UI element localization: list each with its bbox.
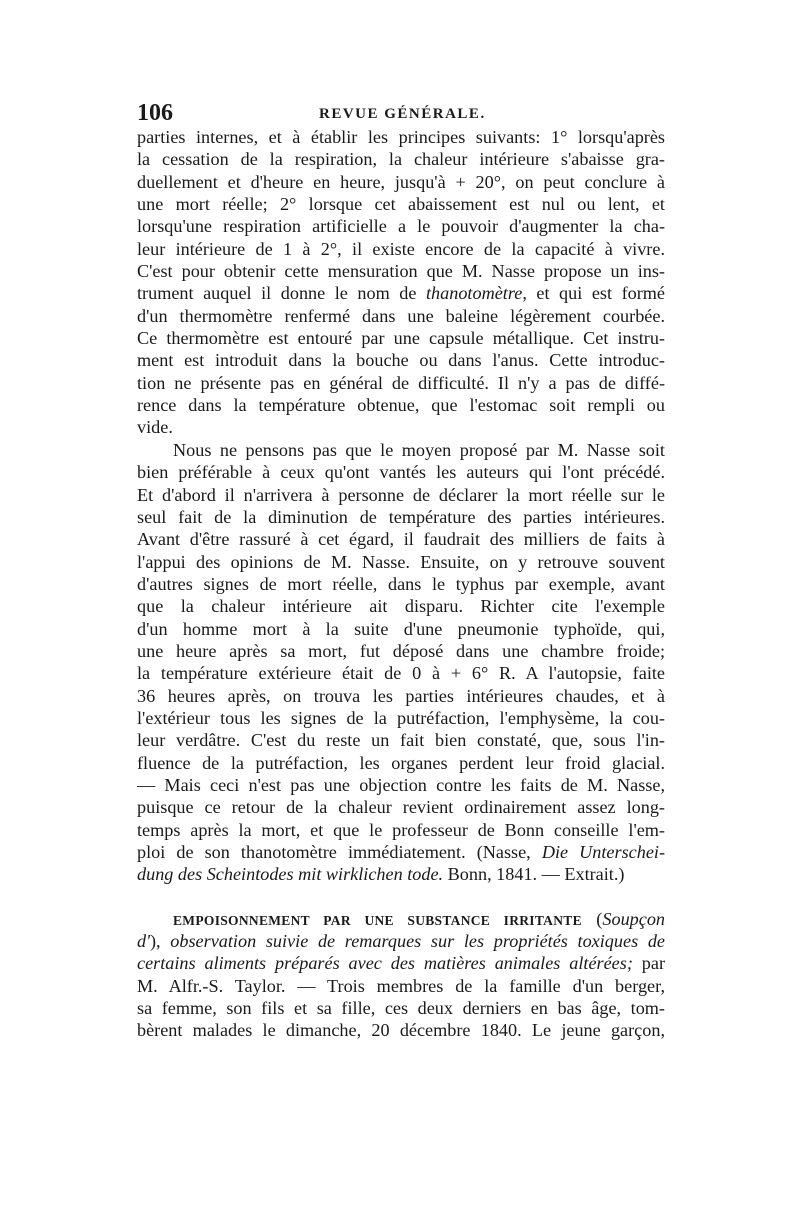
text-line: l'appui des opinions de M. Nasse. Ensuite, on y retrouve souvent (137, 551, 665, 572)
text-fragment: ploi de son thanotomètre immédiatement. (Nasse, (137, 842, 542, 862)
text-line: bèrent malades le dimanche, 20 décembre 1840. Le jeune garçon, (137, 1020, 665, 1041)
text-line: bien préférable à ceux qu'ont vantés les auteurs qui l'ont précédé. (137, 462, 665, 483)
text-line: Ce thermomètre est entouré par une capsule métallique. Cet instru- (137, 328, 665, 349)
article-title: EMPOISONNEMENT PAR UNE SUBSTANCE IRRITANTE (173, 912, 582, 928)
text-line (137, 930, 665, 952)
italic-text: d' (137, 931, 150, 952)
text-line: ment est introduit dans la bouche ou dans l'anus. Cette introduc- (137, 350, 665, 371)
text-line: lorsqu'une respiration artificielle a le pouvoir d'augmenter la cha- (137, 216, 665, 237)
text-line (137, 952, 665, 974)
italic-text: certains aliments préparés avec des matières animales altérées; (137, 953, 633, 974)
italic-text: Soupçon (602, 908, 665, 929)
text-line (137, 282, 665, 304)
text-fragment: ( (581, 908, 603, 929)
text-fragment: trument auquel il donne le nom de (137, 283, 426, 304)
text-line: Avant d'être rassuré à cet égard, il faudrait des milliers de faits à (137, 529, 665, 550)
text-line: Et d'abord il n'arrivera à personne de déclarer la mort réelle sur le (137, 484, 665, 505)
running-title: REVUE GÉNÉRALE. (319, 106, 486, 122)
text-line: d'autres signes de mort réelle, dans le typhus par exemple, avant (137, 573, 665, 594)
text-line: rence dans la température obtenue, que l'estomac soit rempli ou (137, 395, 665, 416)
italic-citation: dung des Scheintodes mit wirklichen tode. (137, 864, 444, 885)
text-line: une heure après sa mort, fut déposé dans une chambre froide; (137, 640, 665, 661)
text-line: temps après la mort, et que le professeur de Bonn conseille l'em- (137, 819, 665, 840)
italic-term: thanotomètre (426, 283, 523, 304)
page-number: 106 (137, 100, 173, 126)
text-line: que la chaleur intérieure ait disparu. Richter cite l'exemple (137, 596, 665, 617)
text-line: tion ne présente pas en général de difficulté. Il n'y a pas de diffé- (137, 372, 665, 393)
italic-text: observation suivie de remarques sur les propriétés toxiques de (170, 931, 665, 952)
text-line: fluence de la putréfaction, les organes perdent leur froid glacial. (137, 752, 665, 773)
text-fragment: , et qui est formé (522, 283, 665, 304)
text-fragment: ), (149, 931, 171, 952)
text-line: — Mais ceci n'est pas une objection contre les faits de M. Nasse, (137, 774, 665, 795)
text-line: M. Alfr.-S. Taylor. — Trois membres de la famille d'un berger, (137, 975, 665, 996)
text-line: 36 heures après, on trouva les parties intérieures chaudes, et à (137, 685, 665, 706)
text-line: leur verdâtre. C'est du reste un fait bien constaté, que, sous l'in- (137, 730, 665, 751)
body-text (137, 126, 665, 1042)
text-fragment: par (632, 953, 665, 974)
text-line: parties internes, et à établir les principes suivants: 1° lorsqu'après (137, 127, 665, 147)
text-line: seul fait de la diminution de température des parties intérieures. (137, 506, 665, 527)
text-line: une mort réelle; 2° lorsque cet abaissement est nul ou lent, et (137, 194, 665, 215)
text-line: la température extérieure était de 0 à + 6° R. A l'autopsie, faite (137, 663, 665, 684)
text-line (137, 863, 665, 885)
text-line: l'extérieur tous les signes de la putréfaction, l'emphysème, la cou- (137, 707, 665, 728)
text-line: leur intérieure de 1 à 2°, il existe encore de la capacité à vivre. (137, 238, 665, 259)
text-line: sa femme, son fils et sa fille, ces deux derniers en bas âge, tom- (137, 998, 665, 1019)
text-line: la cessation de la respiration, la chaleur intérieure s'abaisse gra- (137, 149, 665, 170)
text-line: Nous ne pensons pas que le moyen proposé par M. Nasse soit (173, 439, 665, 460)
text-fragment: Bonn, 1841. — Extrait.) (443, 864, 625, 885)
text-line: C'est pour obtenir cette mensuration que M. Nasse propose un ins- (137, 261, 665, 282)
section-gap (137, 886, 665, 908)
article-title-line (137, 908, 665, 930)
text-line: d'un thermomètre renfermé dans une baleine légèrement courbée. (137, 305, 665, 326)
text-line: puisque ce retour de la chaleur revient ordinairement assez long- (137, 797, 665, 818)
text-line: duellement et d'heure en heure, jusqu'à + 20°, on peut conclure à (137, 171, 665, 192)
text-line: d'un homme mort à la suite d'une pneumonie typhoïde, qui, (137, 618, 665, 639)
text-line (137, 841, 665, 863)
text-line: vide. (137, 417, 173, 438)
italic-citation: Die Unterschei- (541, 842, 665, 862)
